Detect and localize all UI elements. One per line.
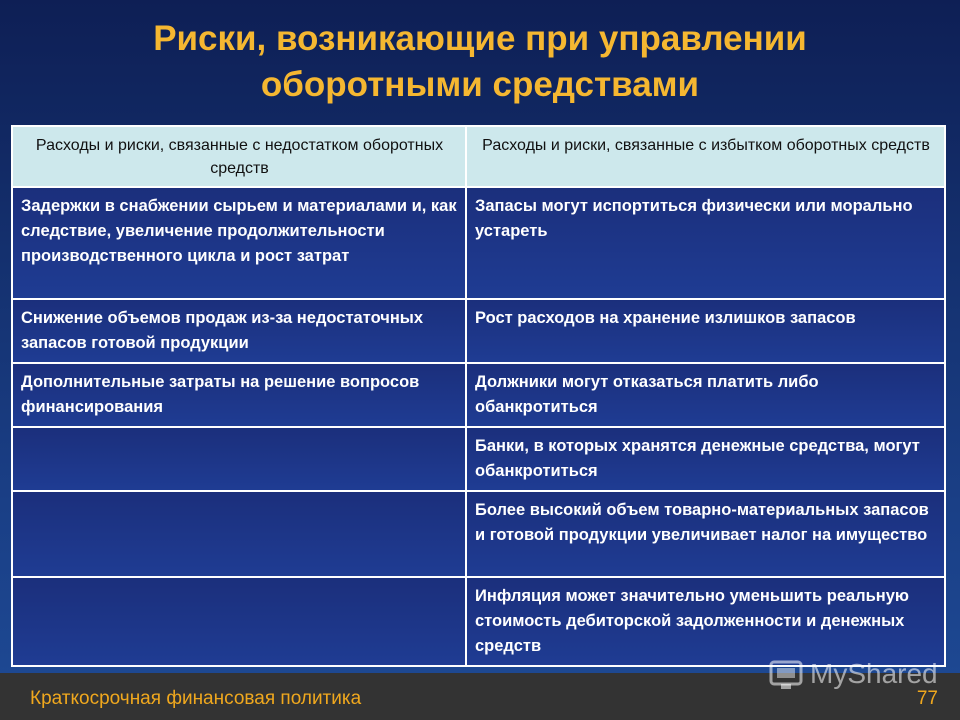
slide-title-line-2: оборотными средствами (260, 65, 700, 104)
cell-excess: Инфляция может значительно уменьшить реальную стоимость дебиторской задолженности и денежных средств (466, 577, 945, 666)
cell-shortage (12, 577, 466, 666)
table-row (12, 187, 945, 299)
risks-table (11, 125, 946, 667)
cell-excess: Банки, в которых хранятся денежные средства, могут обанкротиться (466, 427, 945, 491)
slide-title (0, 16, 960, 108)
cell-excess: Более высокий объем товарно-материальных запасов и готовой продукции увеличивает налог на имущество (466, 491, 945, 577)
table-row (12, 577, 945, 666)
cell-shortage (12, 491, 466, 577)
header-shortage: Расходы и риски, связанные с недостатком оборотных средств (12, 126, 466, 187)
slide-title-line-1: Риски, возникающие при управлении (153, 19, 807, 58)
watermark (768, 654, 938, 694)
cell-shortage: Задержки в снабжении сырьем и материалами и, как следствие, увеличение продолжительности производственного цикла и рост затрат (12, 187, 466, 299)
cell-excess: Запасы могут испортиться физически или морально устареть (466, 187, 945, 299)
header-excess: Расходы и риски, связанные с избытком оборотных средств (466, 126, 945, 187)
watermark-text: MyShared (810, 658, 938, 689)
cell-shortage: Дополнительные затраты на решение вопросов финансирования (12, 363, 466, 427)
cell-shortage (12, 427, 466, 491)
table-row (12, 363, 945, 427)
page-number: 77 (916, 688, 938, 709)
table-row (12, 299, 945, 363)
footer-title: Краткосрочная финансовая политика (30, 688, 362, 709)
cell-excess: Рост расходов на хранение излишков запасов (466, 299, 945, 363)
table-row (12, 491, 945, 577)
watermark-logo-icon (768, 656, 804, 692)
cell-excess: Должники могут отказаться платить либо обанкротиться (466, 363, 945, 427)
table-row (12, 427, 945, 491)
cell-shortage: Снижение объемов продаж из-за недостаточных запасов готовой продукции (12, 299, 466, 363)
table-header-row (12, 126, 945, 187)
